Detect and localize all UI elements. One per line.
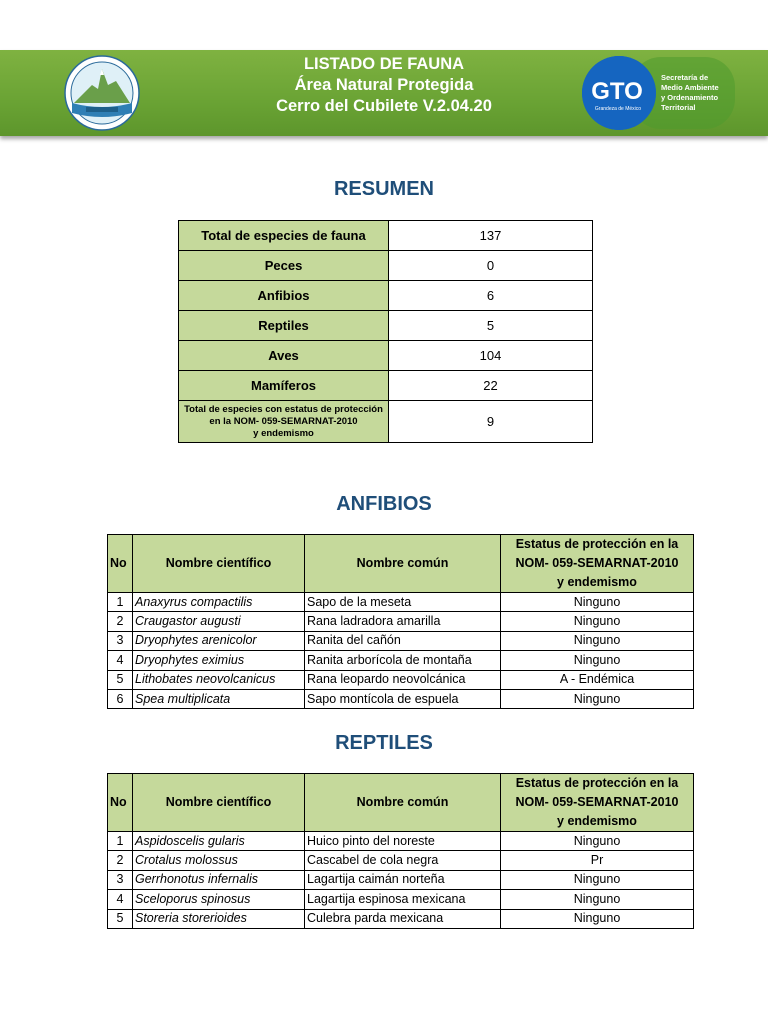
summary-value: 0: [389, 251, 593, 281]
protected-label-line-1: Total de especies con estatus de protección: [184, 403, 383, 415]
cell-no: 4: [108, 651, 133, 670]
cell-common: Lagartija caimán norteña: [305, 870, 501, 889]
header-scientific: Nombre científico: [133, 535, 305, 593]
cell-scientific: Aspidoscelis gularis: [133, 832, 305, 851]
header-status-line-1: Estatus de protección en la: [515, 776, 679, 790]
summary-value: 137: [389, 221, 593, 251]
cell-common: Ranita arborícola de montaña: [305, 651, 501, 670]
cell-scientific: Sceloporus spinosus: [133, 890, 305, 909]
title-line-3: Cerro del Cubilete V.2.04.20: [276, 97, 492, 115]
header-scientific: Nombre científico: [133, 774, 305, 832]
gto-brand-text: GTO: [591, 78, 643, 105]
table-row: [108, 909, 694, 928]
cell-status: Ninguno: [501, 832, 694, 851]
header-common: Nombre común: [305, 535, 501, 593]
table-row: [179, 341, 593, 371]
table-row: [179, 281, 593, 311]
table-row: [108, 851, 694, 870]
table-row: [179, 221, 593, 251]
gto-tagline-text: Grandeza de México: [594, 106, 642, 112]
header-status-line-3: y endemismo: [557, 814, 637, 828]
cell-scientific: Dryophytes arenicolor: [133, 631, 305, 650]
table-row: [179, 311, 593, 341]
table-row: [179, 371, 593, 401]
anfibios-title: ANFIBIOS: [336, 493, 432, 515]
agency-line-3: y Ordenamiento: [661, 93, 719, 102]
protected-label-line-3: y endemismo: [253, 427, 314, 439]
cell-status: Ninguno: [501, 890, 694, 909]
header-no: No: [108, 774, 133, 832]
resumen-title: RESUMEN: [333, 178, 434, 200]
cell-status: Ninguno: [501, 870, 694, 889]
summary-table: [178, 220, 593, 443]
cell-scientific: Craugastor augusti: [133, 612, 305, 631]
cell-common: Rana leopardo neovolcánica: [305, 670, 501, 689]
header-common: Nombre común: [305, 774, 501, 832]
header-no: No: [108, 535, 133, 593]
cell-common: Cascabel de cola negra: [305, 851, 501, 870]
header-row: [108, 774, 694, 832]
cell-common: Sapo de la meseta: [305, 593, 501, 612]
cell-no: 2: [108, 612, 133, 631]
reptiles-body: [108, 832, 694, 929]
table-row: [179, 251, 593, 281]
cell-scientific: Anaxyrus compactilis: [133, 593, 305, 612]
header-banner: [0, 50, 768, 136]
summary-label: Peces: [179, 251, 389, 281]
header-status-line-1: Estatus de protección en la: [515, 537, 679, 551]
table-row: [108, 651, 694, 670]
table-row: [108, 631, 694, 650]
header-status-line-3: y endemismo: [557, 575, 637, 589]
table-row: [108, 832, 694, 851]
reptiles-title: REPTILES: [335, 732, 433, 754]
agency-line-4: Territorial: [661, 103, 696, 112]
cell-no: 6: [108, 689, 133, 708]
reptiles-table: [107, 773, 694, 929]
document-title: [234, 54, 534, 117]
table-header: [108, 774, 694, 832]
cell-no: 5: [108, 670, 133, 689]
cell-no: 1: [108, 593, 133, 612]
table-row: [108, 670, 694, 689]
cell-scientific: Lithobates neovolcanicus: [133, 670, 305, 689]
summary-value: 6: [389, 281, 593, 311]
cell-no: 5: [108, 909, 133, 928]
table-row: [108, 593, 694, 612]
summary-value: 9: [389, 401, 593, 443]
cell-common: Rana ladradora amarilla: [305, 612, 501, 631]
cell-scientific: Crotalus molossus: [133, 851, 305, 870]
summary-label-protected: [179, 401, 389, 443]
cell-common: Sapo montícola de espuela: [305, 689, 501, 708]
cell-status: A - Endémica: [501, 670, 694, 689]
cell-no: 3: [108, 870, 133, 889]
summary-value: 22: [389, 371, 593, 401]
header-status: [501, 535, 694, 593]
agency-line-2: Medio Ambiente: [661, 83, 719, 92]
anp-seal-logo: [64, 55, 140, 131]
anfibios-table: [107, 534, 694, 709]
anfibios-body: [108, 593, 694, 709]
table-row: [108, 612, 694, 631]
cell-common: Lagartija espinosa mexicana: [305, 890, 501, 909]
table-row: [179, 401, 593, 443]
table-row: [108, 689, 694, 708]
summary-label: Reptiles: [179, 311, 389, 341]
cell-status: Ninguno: [501, 689, 694, 708]
header-row: [108, 535, 694, 593]
header-status: [501, 774, 694, 832]
cell-status: Ninguno: [501, 593, 694, 612]
summary-label: Total de especies de fauna: [179, 221, 389, 251]
summary-label: Anfibios: [179, 281, 389, 311]
summary-label: Mamíferos: [179, 371, 389, 401]
cell-status: Ninguno: [501, 612, 694, 631]
summary-value: 104: [389, 341, 593, 371]
table-row: [108, 870, 694, 889]
cell-scientific: Gerrhonotus infernalis: [133, 870, 305, 889]
summary-label: Aves: [179, 341, 389, 371]
gto-smaot-logo: [581, 54, 735, 132]
cell-no: 3: [108, 631, 133, 650]
cell-common: Culebra parda mexicana: [305, 909, 501, 928]
title-line-1: LISTADO DE FAUNA: [303, 55, 465, 73]
cell-common: Huico pinto del noreste: [305, 832, 501, 851]
protected-label-line-2: en la NOM- 059-SEMARNAT-2010: [209, 415, 358, 427]
cell-scientific: Dryophytes eximius: [133, 651, 305, 670]
title-line-2: Área Natural Protegida: [294, 76, 474, 94]
cell-no: 2: [108, 851, 133, 870]
cell-no: 1: [108, 832, 133, 851]
cell-scientific: Storeria storerioides: [133, 909, 305, 928]
summary-body: [179, 221, 593, 443]
cell-status: Pr: [501, 851, 694, 870]
table-row: [108, 890, 694, 909]
cell-status: Ninguno: [501, 651, 694, 670]
cell-scientific: Spea multiplicata: [133, 689, 305, 708]
header-status-line-2: NOM- 059-SEMARNAT-2010: [515, 795, 679, 809]
summary-value: 5: [389, 311, 593, 341]
cell-common: Ranita del cañón: [305, 631, 501, 650]
table-header: [108, 535, 694, 593]
header-status-line-2: NOM- 059-SEMARNAT-2010: [515, 556, 679, 570]
cell-status: Ninguno: [501, 631, 694, 650]
agency-line-1: Secretaría de: [661, 73, 709, 82]
cell-no: 4: [108, 890, 133, 909]
cell-status: Ninguno: [501, 909, 694, 928]
